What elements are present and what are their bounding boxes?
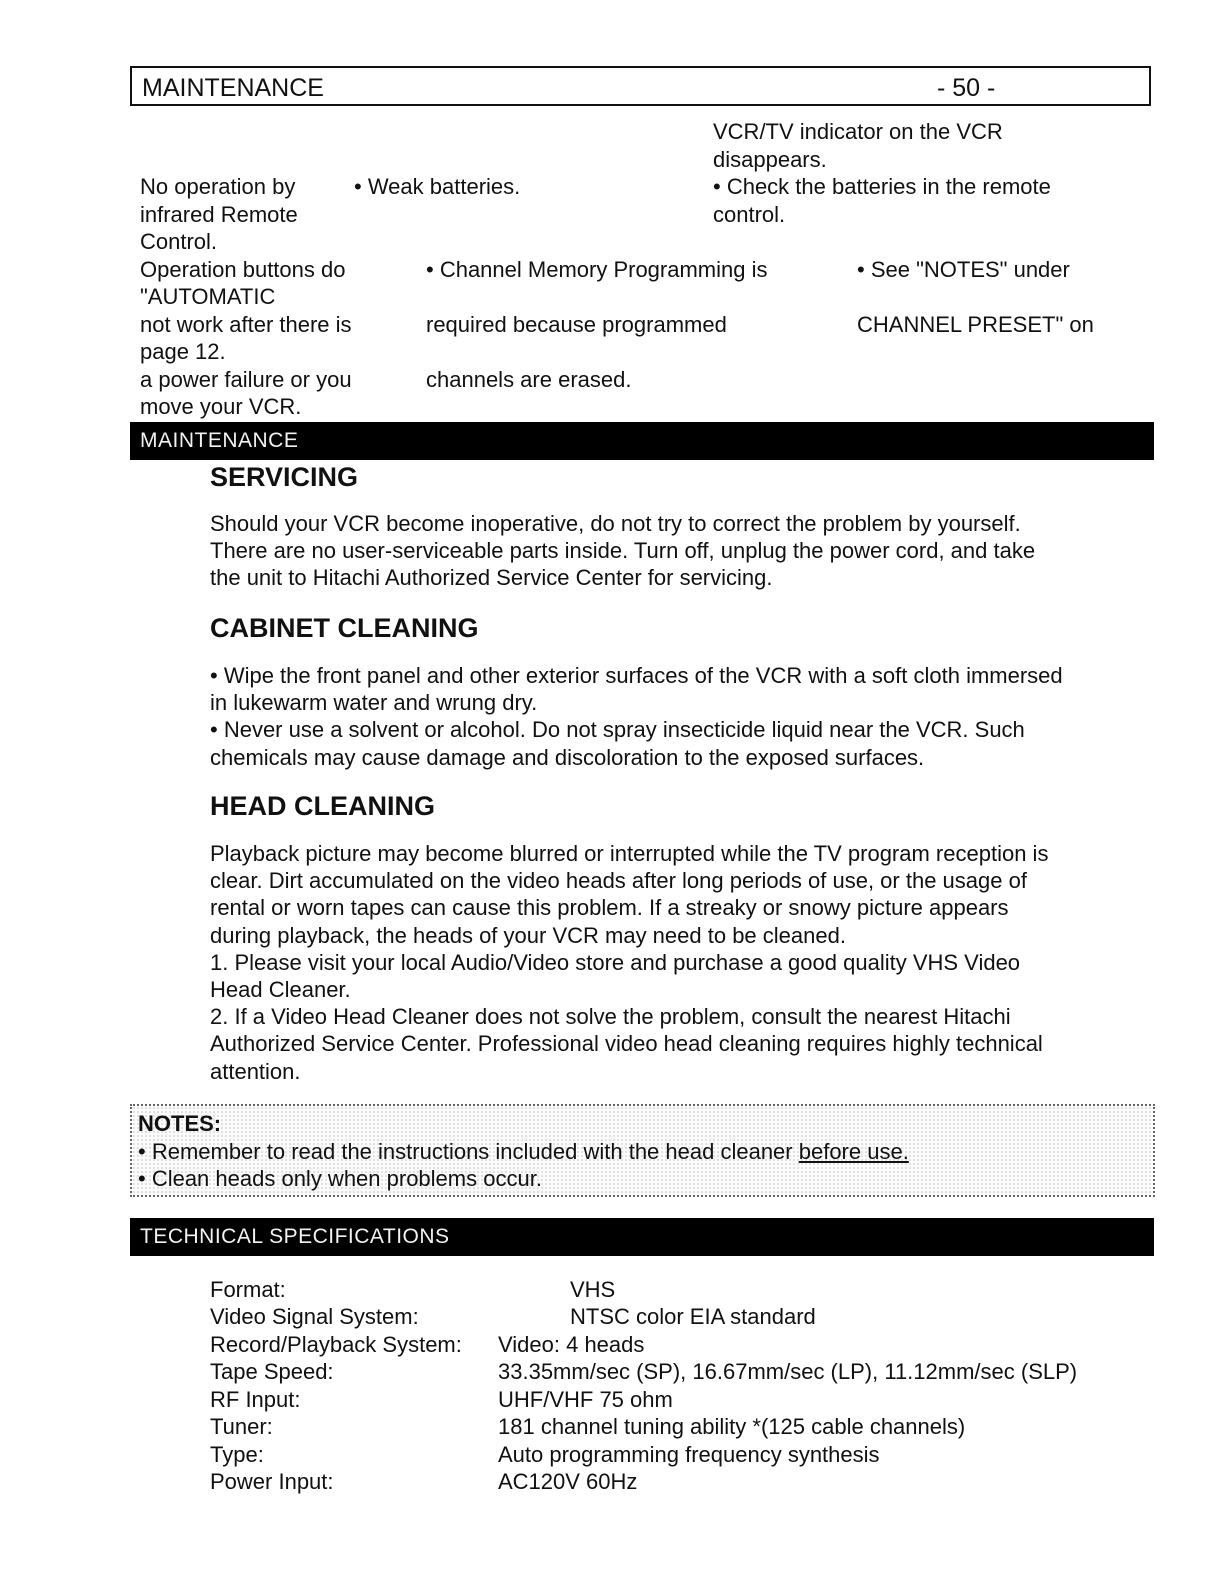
row1-problem-line1: No operation by xyxy=(140,174,296,199)
spec-value: AC120V 60Hz xyxy=(498,1469,638,1494)
row2-problem-line4: page 12. xyxy=(140,339,226,364)
servicing-body xyxy=(210,510,1150,592)
head-cleaning-heading: HEAD CLEANING xyxy=(210,791,436,821)
notes-underlined-text: before use. xyxy=(798,1138,909,1164)
spec-label: Record/Playback System: xyxy=(210,1332,462,1357)
row2-problem-line2: "AUTOMATIC xyxy=(140,284,276,309)
head-cleaning-line: Head Cleaner. xyxy=(210,977,351,1003)
spec-value: Video: 4 heads xyxy=(498,1332,645,1357)
spec-value: NTSC color EIA standard xyxy=(570,1304,816,1329)
cabinet-line: chemicals may cause damage and discoloration to the exposed surfaces. xyxy=(210,744,925,770)
spec-label: Format: xyxy=(210,1277,286,1302)
spec-label: Tuner: xyxy=(210,1414,273,1439)
servicing-line: the unit to Hitachi Authorized Service Center for servicing. xyxy=(210,565,773,591)
spec-label: Power Input: xyxy=(210,1469,334,1494)
cabinet-line: • Wipe the front panel and other exterior surfaces of the VCR with a soft cloth immersed xyxy=(210,663,1063,688)
spec-label: Type: xyxy=(210,1442,264,1467)
head-cleaning-line: clear. Dirt accumulated on the video heads after long periods of use, or the usage of xyxy=(210,868,1027,894)
head-cleaning-line: Playback picture may become blurred or interrupted while the TV program reception is xyxy=(210,841,1049,866)
row1-solution-line2: control. xyxy=(713,202,786,227)
spec-value: Auto programming frequency synthesis xyxy=(498,1442,880,1467)
spec-label: Video Signal System: xyxy=(210,1304,419,1329)
row2-problem-line5: a power failure or you xyxy=(140,367,352,392)
head-cleaning-line: Authorized Service Center. Professional video head cleaning requires highly technical xyxy=(210,1031,1043,1057)
spec-value: 33.35mm/sec (SP), 16.67mm/sec (LP), 11.12mm/sec (SLP) xyxy=(498,1359,1078,1384)
cabinet-line: in lukewarm water and wrung dry. xyxy=(210,690,538,716)
row2-problem-line6: move your VCR. xyxy=(140,394,302,419)
spec-label: RF Input: xyxy=(210,1387,301,1412)
spec-value: VHS xyxy=(570,1277,616,1302)
row2-solution-line1: • See "NOTES" under xyxy=(857,257,1070,282)
head-cleaning-line: rental or worn tapes can cause this problem. If a streaky or snowy picture appears xyxy=(210,895,1009,921)
section-title: MAINTENANCE xyxy=(142,74,324,102)
row0-solution-line2: disappears. xyxy=(713,147,827,172)
row1-solution-line1: • Check the batteries in the remote xyxy=(713,174,1051,199)
notes-line-1 xyxy=(138,1138,1153,1166)
servicing-line: Should your VCR become inoperative, do not try to correct the problem by yourself. xyxy=(210,511,1021,536)
cabinet-cleaning-body xyxy=(210,662,1150,771)
servicing-heading: SERVICING xyxy=(210,462,359,492)
head-cleaning-line: during playback, the heads of your VCR may need to be cleaned. xyxy=(210,922,846,948)
notes-line-2: • Clean heads only when problems occur. xyxy=(138,1166,542,1191)
row2-cause-line1: • Channel Memory Programming is xyxy=(426,257,768,282)
spec-label: Tape Speed: xyxy=(210,1359,334,1384)
cabinet-cleaning-heading: CABINET CLEANING xyxy=(210,613,479,643)
specs-section-bar: TECHNICAL SPECIFICATIONS xyxy=(130,1218,1154,1256)
head-cleaning-line: attention. xyxy=(210,1058,301,1084)
page-number: - 50 - xyxy=(937,74,996,102)
notes-label: NOTES: xyxy=(138,1111,222,1136)
row2-cause-line3: channels are erased. xyxy=(426,367,632,392)
servicing-line: There are no user-serviceable parts inside. Turn off, unplug the power cord, and take xyxy=(210,538,1036,564)
row2-problem-line1: Operation buttons do xyxy=(140,257,346,282)
notes-line-1-text: • Remember to read the instructions included with the head cleaner xyxy=(138,1138,799,1164)
row1-problem-line2: infrared Remote xyxy=(140,202,298,227)
page-header xyxy=(130,66,1151,106)
notes-box xyxy=(130,1104,1155,1197)
row1-cause: • Weak batteries. xyxy=(354,174,521,199)
row2-problem-line3: not work after there is xyxy=(140,312,352,337)
row1-problem-line3: Control. xyxy=(140,229,218,254)
maintenance-section-bar: MAINTENANCE xyxy=(130,422,1154,460)
head-cleaning-line: 2. If a Video Head Cleaner does not solve the problem, consult the nearest Hitachi xyxy=(210,1004,1011,1030)
head-cleaning-body xyxy=(210,840,1150,1085)
cabinet-line: • Never use a solvent or alcohol. Do not spray insecticide liquid near the VCR. Such xyxy=(210,717,1025,743)
head-cleaning-line: 1. Please visit your local Audio/Video store and purchase a good quality VHS Video xyxy=(210,949,1021,975)
spec-value: 181 channel tuning ability *(125 cable channels) xyxy=(498,1414,966,1439)
row2-cause-line2: required because programmed xyxy=(426,312,727,337)
spec-value: UHF/VHF 75 ohm xyxy=(498,1387,673,1412)
row2-solution-line2: CHANNEL PRESET" on xyxy=(857,312,1094,337)
row0-solution-line1: VCR/TV indicator on the VCR xyxy=(713,119,1003,144)
